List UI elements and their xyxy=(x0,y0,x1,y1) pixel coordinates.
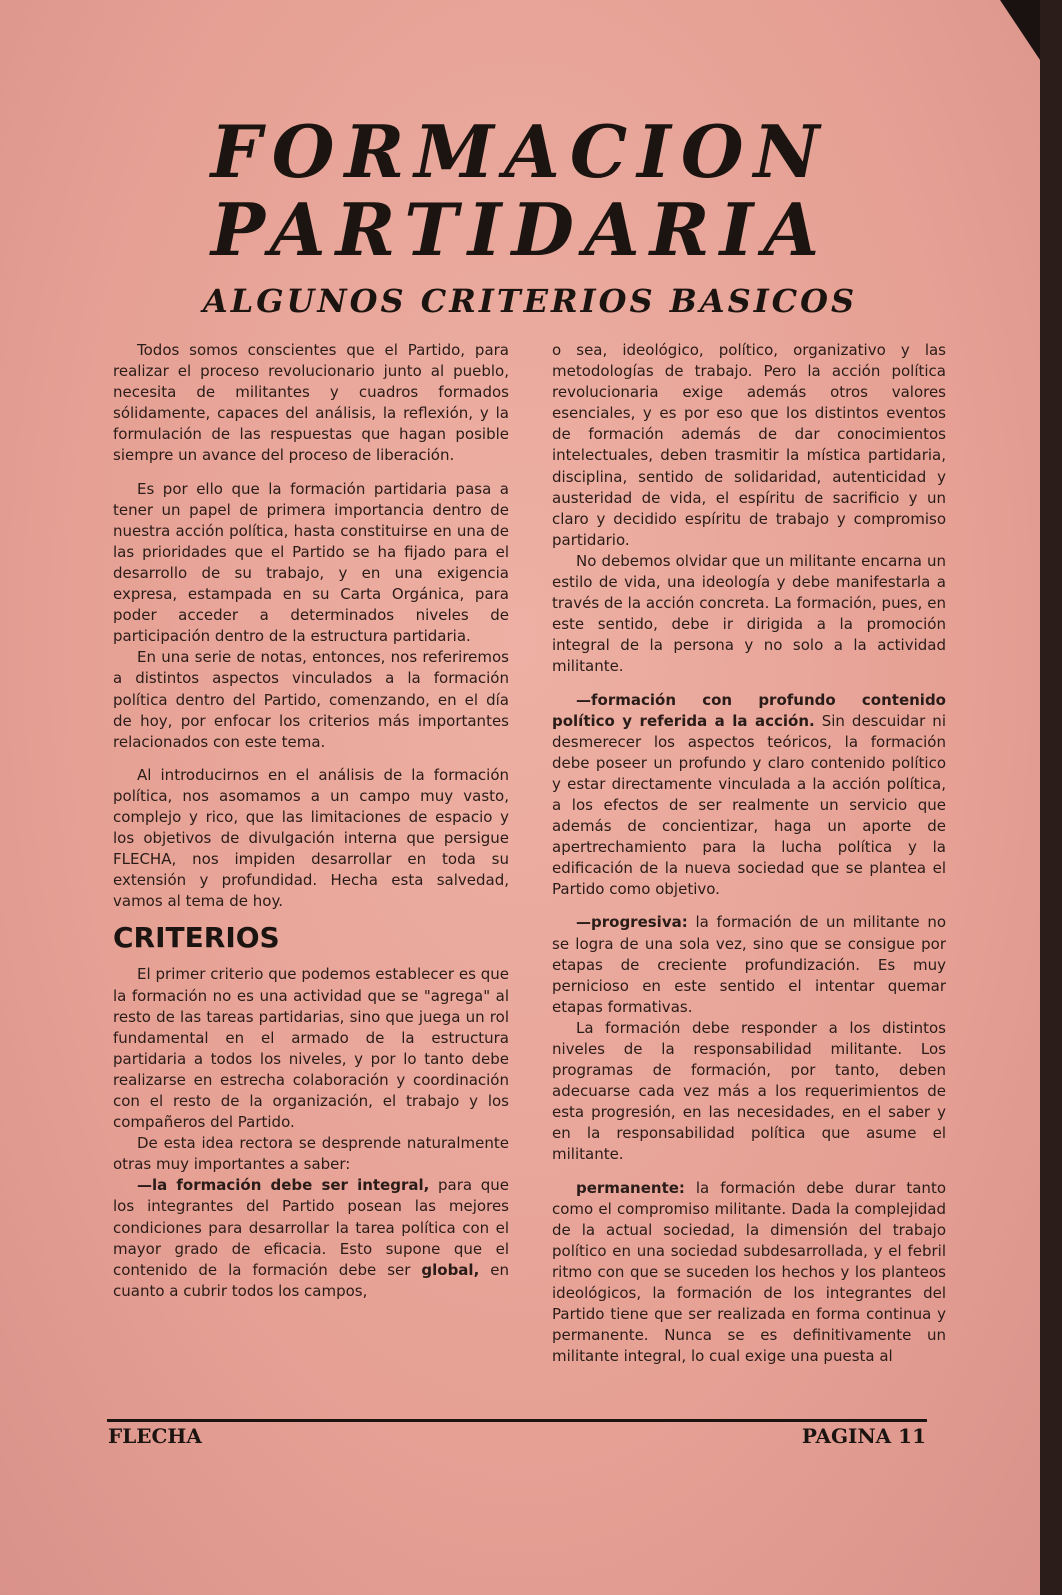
subtitle: ALGUNOS CRITERIOS BASICOS xyxy=(202,282,858,320)
progresiva-lead: —progresiva: xyxy=(576,913,688,932)
integral-end: en cuanto a cubrir todos los campos, xyxy=(113,1260,509,1300)
permanente-lead: permanente: xyxy=(576,1178,685,1197)
right-paragraph-6 xyxy=(552,1178,946,1368)
integral-lead: —la formación debe ser integral, xyxy=(137,1176,430,1195)
left-column xyxy=(113,340,509,1302)
politico-lead: —formación con profundo contenido político y referida a la acción. xyxy=(552,690,946,730)
left-paragraph-6: De esta idea rectora se desprende naturalmente otras muy importantes a saber: xyxy=(113,1134,509,1174)
footer-publication: FLECHA xyxy=(108,1424,202,1448)
right-paragraph-4 xyxy=(552,912,946,1017)
left-paragraph-7 xyxy=(113,1175,509,1302)
right-column xyxy=(552,340,946,1367)
left-paragraph-1: Todos somos conscientes que el Partido, para realizar el proceso revolucionario junto al pueblo, necesita de militantes y cuadros formados sólidamente, capaces del análisis, la reflexión, y la formulación de las respuestas que hagan posible siempre un avance del proceso de liberación. xyxy=(113,341,509,465)
left-paragraph-4: Al introducirnos en el análisis de la formación política, nos asomamos a un campo muy vasto, complejo y rico, que las limitaciones de espacio y los objetivos de divulgación interna que persigue FLECHA, nos impiden desarrollar en toda su extensión y profundidad. Hecha esta salvedad, vamos al tema de hoy. xyxy=(113,765,509,911)
footer-rule xyxy=(107,1419,927,1422)
left-paragraph-2: Es por ello que la formación partidaria pasa a tener un papel de primera importancia dentro de nuestra acción política, hasta constituirse en una de las prioridades que el Partido se ha fijado para el desarrollo de su trabajo, y en una exigencia expresa, estampada en su Carta Orgánica, para poder acceder a determinados niveles de participación dentro de la estructura partidaria. xyxy=(113,479,509,646)
global-word: global, xyxy=(421,1260,480,1279)
left-paragraph-3: En una serie de notas, entonces, nos referiremos a distintos aspectos vinculados a la formación política dentro del Partido, comenzando, en el día de hoy, por enfocar los criterios más importantes relacionados con este tema. xyxy=(113,648,509,751)
title-line-2: PARTIDARIA xyxy=(210,187,830,272)
politico-text: Sin descuidar ni desmerecer los aspectos teóricos, la formación debe poseer un profundo y claro contenido político y estar directamente vinculada a la acción política, a los efectos de ser realmente un servicio que además de concientizar, haga un aporte de apertrechamiento para la lucha política y la edificación de la nueva sociedad que se plantea el Partido como objetivo. xyxy=(552,711,946,899)
title-line-1: FORMACION xyxy=(210,109,830,194)
right-paragraph-2: No debemos olvidar que un militante encarna un estilo de vida, una ideología y debe manifestarla a través de la acción concreta. La formación, pues, en este sentido, debe ir dirigida a la promoción integral de la persona y no solo a la actividad militante. xyxy=(552,551,946,676)
right-paragraph-5: La formación debe responder a los distintos niveles de la responsabilidad militante. Los programas de formación, por tanto, deben adecuarse cada vez más a los requerimientos de esta progresión, en las necesidades, en el saber y en la responsabilidad política que asume el militante. xyxy=(552,1018,946,1164)
progresiva-text: la formación de un militante no se logra de una sola vez, sino que se consigue por etapas de creciente profundización. Es muy pernicioso en este sentido el intentar quemar etapas formativas. xyxy=(552,913,946,1016)
right-paragraph-1: o sea, ideológico, político, organizativo y las metodologías de trabajo. Pero la acción política revolucionaria exige además otros valores esenciales, y es por eso que los distintos eventos de formación además de dar conocimientos intelectuales, deben trasmitir la mística partidaria, disciplina, sentido de solidaridad, autenticidad y austeridad de vida, el espíritu de sacrificio y un claro y decidido espíritu de trabajo y compromiso partidario. xyxy=(552,341,946,549)
section-heading: CRITERIOS xyxy=(113,921,280,955)
page-corner-shadow xyxy=(1000,0,1040,60)
left-paragraph-5: El primer criterio que podemos establecer es que la formación no es una actividad que se "agrega" al resto de las tareas partidarias, sino que juega un rol fundamental en el armado de la estructura partidaria a todos los niveles, y por lo tanto debe realizarse en estrecha colaboración y coordinación con el resto de la organización, el trabajo y los compañeros del Partido. xyxy=(113,965,509,1132)
permanente-text: la formación debe durar tanto como el compromiso militante. Dada la complejidad de la actual sociedad, la dimensión del trabajo político en una sociedad subdesarrollada, y el febril ritmo con que se suceden los hechos y los planteos ideológicos, la formación de los integrantes del Partido tiene que ser realizada en forma continua y permanente. Nunca se es definitivamente un militante integral, lo cual exige una puesta al xyxy=(552,1178,946,1366)
footer-page-number: PAGINA 11 xyxy=(801,1424,926,1448)
integral-text: para que los integrantes del Partido posean las mejores condiciones para desarrollar la tarea política con el mayor grado de eficacia. Esto supone que el contenido de la formación debe ser xyxy=(113,1176,509,1279)
right-paragraph-3 xyxy=(552,690,946,901)
